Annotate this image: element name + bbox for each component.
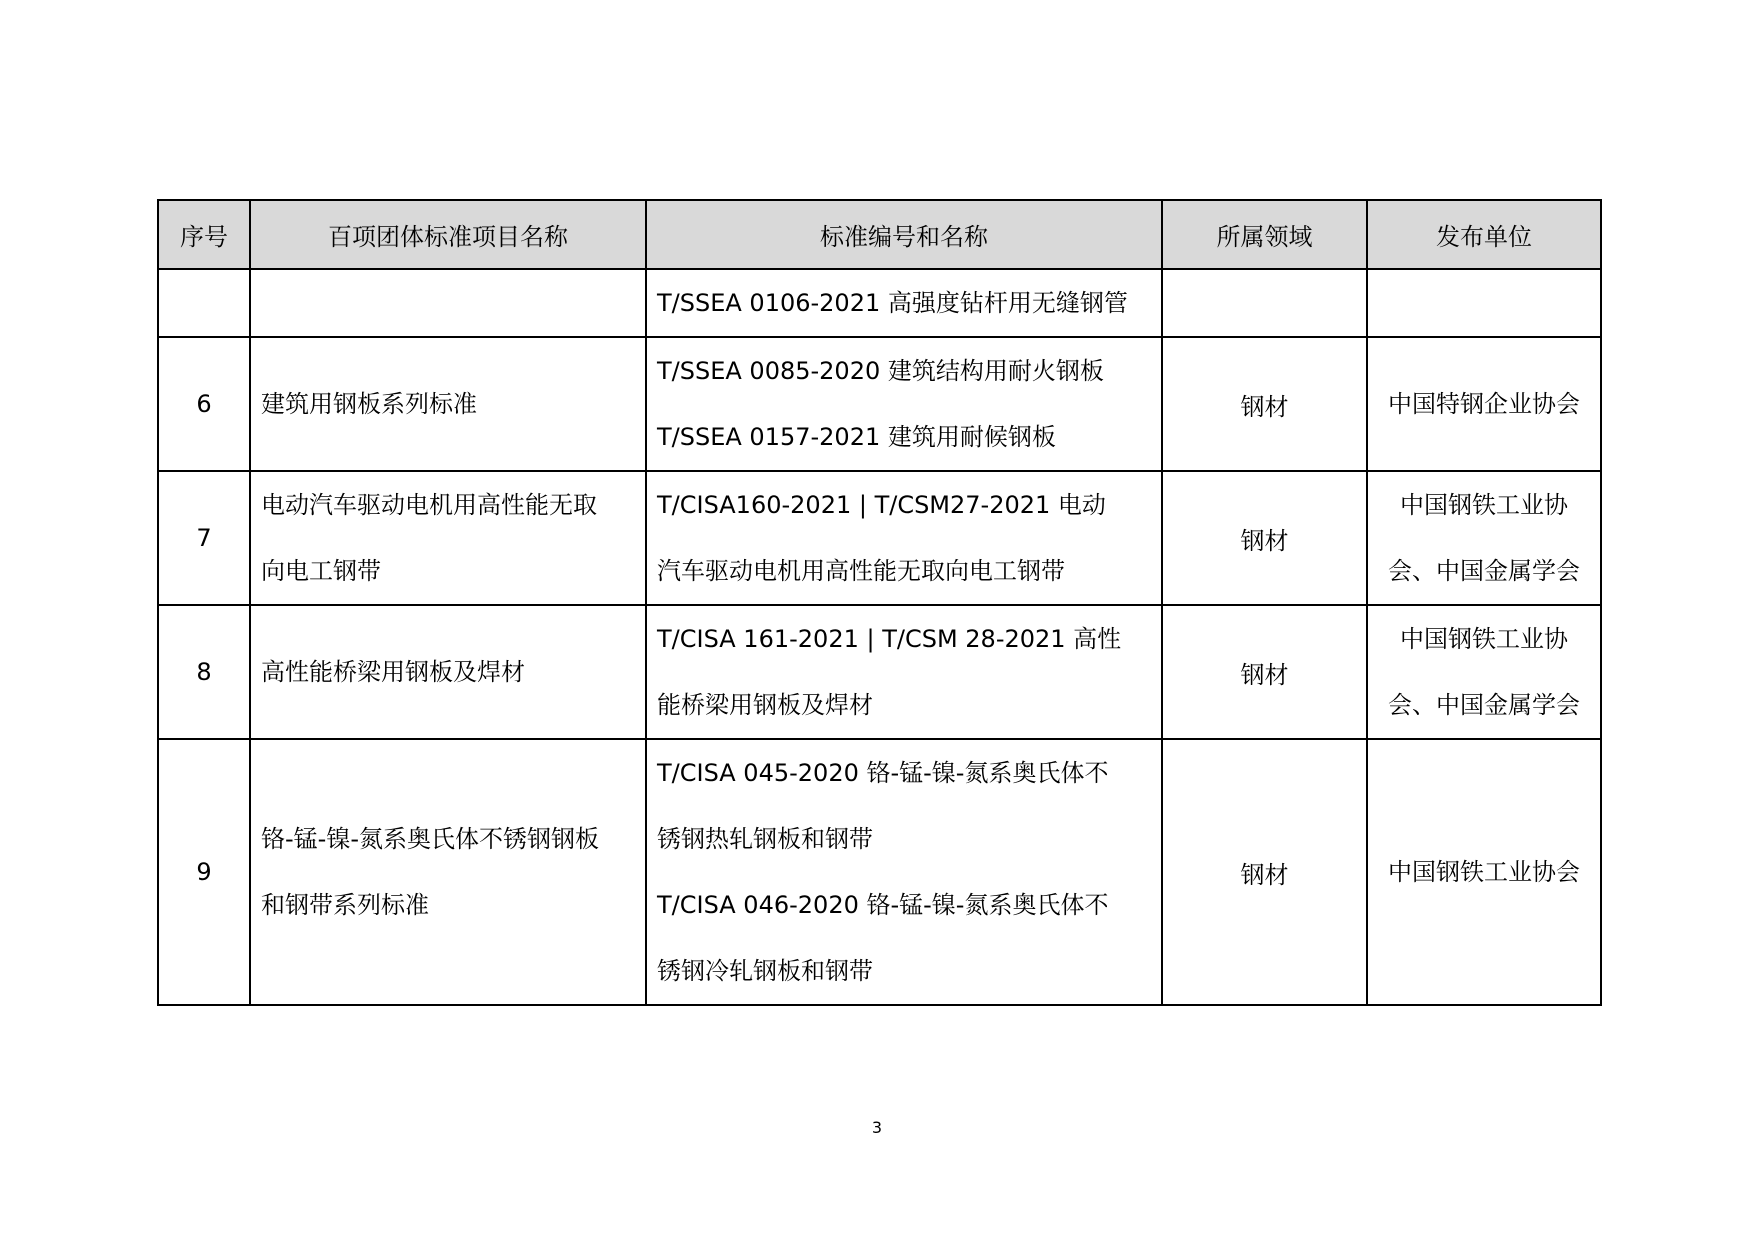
project-name-line: 铬-锰-镍-氮系奥氏体不锈钢钢板 [261,825,599,853]
row-number: 8 [158,605,250,739]
standard-line: 锈钢热轧钢板和钢带 [657,825,873,853]
standard-line: T/CISA160-2021 | T/CSM27-2021 电动 [657,491,1106,519]
table-row [158,269,1601,337]
standard-line: T/SSEA 0106-2021 高强度钻杆用无缝钢管 [657,289,1128,317]
header-field: 所属领域 [1162,200,1367,269]
project-name-line: 和钢带系列标准 [261,891,429,919]
publisher-line: 中国钢铁工业协 [1400,625,1568,653]
standard-line: 汽车驱动电机用高性能无取向电工钢带 [657,557,1065,585]
standard-line: 能桥梁用钢板及焊材 [657,691,873,719]
publisher-cell [1367,605,1601,739]
header-publisher: 发布单位 [1367,200,1601,269]
publisher-cell [1367,337,1601,471]
table-header [158,200,1601,269]
field-cell [1162,269,1367,337]
standards-table [157,199,1602,1006]
header-project-name: 百项团体标准项目名称 [250,200,646,269]
project-name-line: 向电工钢带 [261,557,381,585]
field-cell: 钢材 [1162,337,1367,471]
publisher-cell [1367,739,1601,1005]
field-cell: 钢材 [1162,739,1367,1005]
standard-cell [646,471,1162,605]
publisher-cell [1367,269,1601,337]
header-standard-number-name: 标准编号和名称 [646,200,1162,269]
standard-line: T/SSEA 0085-2020 建筑结构用耐火钢板 [657,357,1104,385]
standard-line: 锈钢冷轧钢板和钢带 [657,957,873,985]
header-row [158,200,1601,269]
table-row [158,605,1601,739]
standard-cell [646,739,1162,1005]
table-body [158,269,1601,1005]
standard-line: T/SSEA 0157-2021 建筑用耐候钢板 [657,423,1056,451]
page-number: 3 [871,1118,883,1137]
table-row [158,471,1601,605]
project-name-line: 电动汽车驱动电机用高性能无取 [261,491,597,519]
field-cell: 钢材 [1162,605,1367,739]
publisher-line: 中国特钢企业协会 [1388,390,1580,418]
standard-line: T/CISA 046-2020 铬-锰-镍-氮系奥氏体不 [657,891,1109,919]
standard-cell [646,269,1162,337]
field-cell: 钢材 [1162,471,1367,605]
project-name-line: 建筑用钢板系列标准 [261,390,477,418]
table-row [158,337,1601,471]
publisher-line: 中国钢铁工业协会 [1388,858,1580,886]
publisher-line: 会、中国金属学会 [1388,691,1580,719]
standard-line: T/CISA 045-2020 铬-锰-镍-氮系奥氏体不 [657,759,1109,787]
project-name-cell [250,739,646,1005]
project-name-cell [250,337,646,471]
standard-cell [646,605,1162,739]
publisher-line: 会、中国金属学会 [1388,557,1580,585]
project-name-cell [250,269,646,337]
row-number: 9 [158,739,250,1005]
project-name-cell [250,605,646,739]
publisher-line: 中国钢铁工业协 [1400,491,1568,519]
standard-cell [646,337,1162,471]
row-number: 6 [158,337,250,471]
row-number: 7 [158,471,250,605]
standard-line: T/CISA 161-2021 | T/CSM 28-2021 高性 [657,625,1122,653]
row-number [158,269,250,337]
table-row [158,739,1601,1005]
project-name-cell [250,471,646,605]
header-seq: 序号 [158,200,250,269]
publisher-cell [1367,471,1601,605]
project-name-line: 高性能桥梁用钢板及焊材 [261,658,525,686]
